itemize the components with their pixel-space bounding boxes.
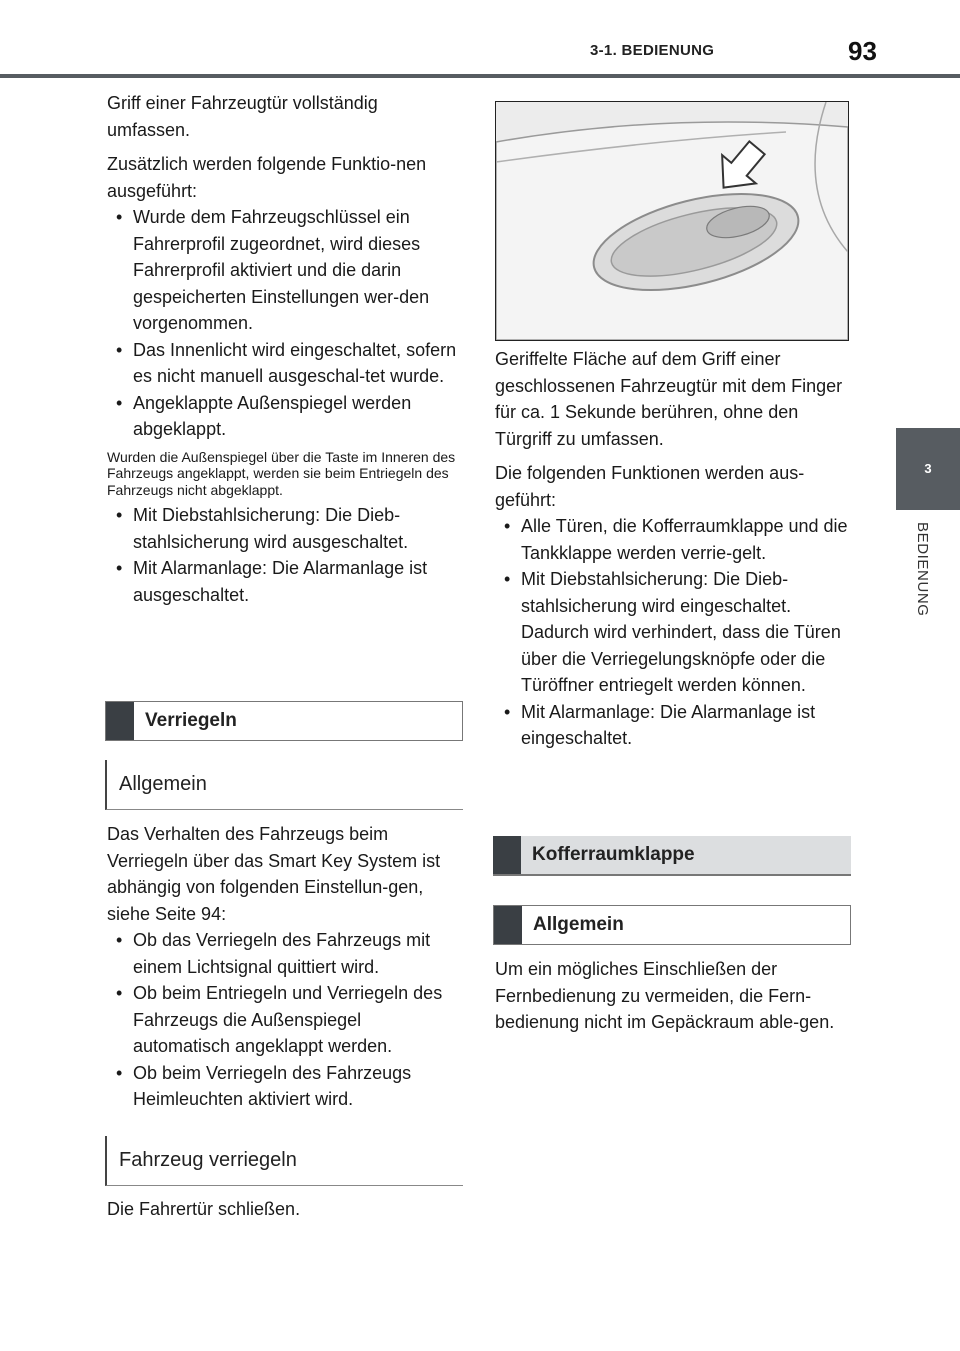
right-column-lower	[495, 956, 851, 1044]
section-heading-verriegeln	[105, 701, 463, 741]
list-item: • Mit Alarmanlage: Die Alarmanlage ist ausgeschaltet.	[107, 555, 463, 608]
subheading-text: Allgemein	[119, 773, 207, 795]
list-item: • Mit Diebstahlsicherung: Die Dieb-stahlsicherung wird ausgeschaltet.	[107, 502, 463, 555]
bullet-list	[107, 502, 463, 608]
right-column	[495, 346, 851, 758]
paragraph: Die folgenden Funktionen werden aus-geführt:	[495, 463, 805, 510]
heading-text: Allgemein	[533, 914, 624, 935]
list-item: • Ob das Verriegeln des Fahrzeugs mit einem Lichtsignal quittiert wird.	[107, 927, 463, 980]
list-item: • Ob beim Verriegeln des Fahrzeugs Heimleuchten aktiviert wird.	[107, 1060, 463, 1113]
section-title: 3-1. BEDIENUNG	[590, 42, 715, 59]
heading-bar	[106, 702, 134, 740]
list-item: • Alle Türen, die Kofferraumklappe und die Tankklappe werden verrie-gelt.	[495, 513, 851, 566]
header-rule	[0, 74, 960, 78]
subheading-text: Fahrzeug verriegeln	[119, 1149, 297, 1171]
paragraph: Die Fahrertür schließen.	[107, 1199, 301, 1219]
heading-bar	[494, 906, 522, 944]
bullet-list	[107, 927, 463, 1113]
door-handle-drawing	[496, 102, 848, 340]
list-item: • Wurde dem Fahrzeugschlüssel ein Fahrerprofil zugeordnet, wird dieses Fahrerprofil aktiviert und die darin gespeicherten Einstellungen wer-den vorgenommen.	[107, 204, 463, 337]
page-number: 93	[848, 36, 877, 66]
paragraph: Geriffelte Fläche auf dem Griff einer geschlossenen Fahrzeugtür mit dem Finger für ca. 1 Sekunde berühren, ohne den Türgriff zu umfassen.	[495, 349, 843, 449]
heading-bar	[493, 836, 521, 874]
paragraph: Griff einer Fahrzeugtür vollständig umfassen.	[107, 93, 378, 140]
heading-text: Verriegeln	[145, 710, 237, 731]
list-item: • Mit Diebstahlsicherung: Die Dieb-stahlsicherung wird eingeschaltet. Dadurch wird verhindert, dass die Türen über die Verriegelungsknöpfe oder die Türöffner entriegelt werden können.	[495, 566, 851, 699]
paragraph: Das Verhalten des Fahrzeugs beim Verriegeln über das Smart Key System ist abhängig von folgenden Einstellun-gen, siehe Seite 94:	[107, 824, 441, 924]
list-item: • Ob beim Entriegeln und Verriegeln des Fahrzeugs die Außenspiegel automatisch angeklappt werden.	[107, 980, 463, 1060]
chapter-tab-label: BEDIENUNG	[914, 522, 931, 617]
chapter-tab-number: 3	[896, 428, 960, 510]
bullet-list	[107, 204, 463, 443]
chapter-tab	[896, 510, 960, 1350]
section-heading-allgemein	[493, 905, 851, 945]
list-item: • Mit Alarmanlage: Die Alarmanlage ist eingeschaltet.	[495, 699, 851, 752]
heading-text: Kofferraumklappe	[532, 844, 695, 865]
paragraph: Zusätzlich werden folgende Funktio-nen ausgeführt:	[107, 154, 427, 201]
door-handle-illustration	[495, 101, 849, 341]
left-column-lower	[107, 821, 463, 1119]
left-column-end	[107, 1196, 463, 1231]
list-item: • Angeklappte Außenspiegel werden abgeklappt.	[107, 390, 463, 443]
bullet-list	[495, 513, 851, 752]
note-text: Wurden die Außenspiegel über die Taste im Inneren des Fahrzeugs angeklappt, werden sie beim Entriegeln des Fahrzeugs nicht abgeklappt.	[107, 448, 456, 498]
subheading-allgemein	[105, 760, 463, 810]
section-heading-kofferraumklappe	[493, 836, 851, 876]
subheading-fahrzeug-verriegeln	[105, 1136, 463, 1186]
left-column	[107, 90, 463, 614]
paragraph: Um ein mögliches Einschließen der Fernbedienung zu vermeiden, die Fern-bedienung nicht im Gepäckraum able-gen.	[495, 959, 835, 1032]
list-item: • Das Innenlicht wird eingeschaltet, sofern es nicht manuell ausgeschal-tet wurde.	[107, 337, 463, 390]
